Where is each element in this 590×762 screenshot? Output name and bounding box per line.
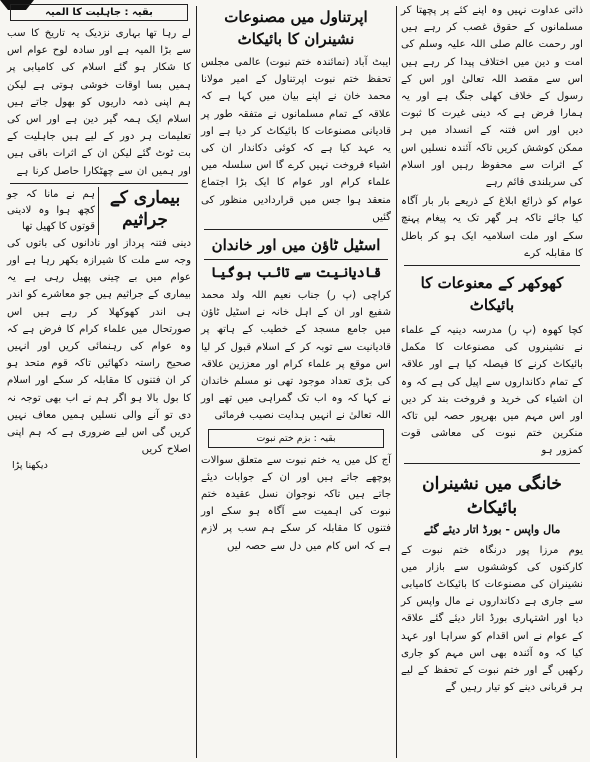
- germs-headline: بیماری کے جراثیم: [109, 187, 181, 230]
- right-article-body: ذاتی عداوت نہیں وہ اپنے کئے پر پچھتا کر مسلمانوں کے حقوق غصب کر رہے ہیں اور رحمت عالم صلی اللہ علیہ وسلم کی امت و دین میں اختلاف پیدا کر رہے ہیں اس سے مقصد اللہ تعالیٰ اور اس کے رسول کے خلاف کھلی جنگ ہے اور یہ ہمارا فرض ہے کہ دینی غیرت کا ثبوت دیں اور اس فتنہ کے انسداد میں ہر ممکن کوشش کریں تاکہ آئندہ نسلیں اس کے اثرات سے محفوظ رہیں اور اسلام کی سربلندی قائم رہے: [401, 5, 583, 189]
- conversion-article-body: کراچی (پ ر) جناب نعیم اللہ ولد محمد شفیع اور ان کے اہل خانہ نے اسٹیل ٹاؤن میں جامع مسجد کے خطیب کے ہاتھ پر قادیانیت سے توبہ کر کے اسلام قبول کر لیا اس موقع پر علماء کرام اور معززین علاقہ کی بڑی تعداد موجود تھی نو مسلم خاندان نے کہا کہ وہ اب تک گمراہی میں تھے اور اللہ تعالیٰ نے انہیں ہدایت نصیب فرمائی: [201, 290, 391, 422]
- steel-town-headline: اسٹیل ٹاؤن میں اور خاندان: [211, 236, 381, 255]
- divider: [10, 183, 188, 184]
- middle-column: [198, 0, 394, 762]
- khanaki-subheadline: مال واپس - بورڈ اتار دیئے گئے: [423, 522, 561, 536]
- divider: [204, 259, 388, 260]
- left-column: [4, 0, 194, 762]
- jahiliyat-article-body: لے رہا تھا بہاری نزدیک یہ تاریخ کا سب سے بڑا المیہ ہے اور سادہ لوح عوام اس کا شکار ہو گئے اسلام کی کامیابی پر ہمیں بسا اوقات خوشی ہوتی ہے لیکن ہم اپنی ذمہ داریوں کو بھول جاتے ہیں اسلام ایک ہمہ گیر دین ہے اور اس کی تعلیمات ہر دور کے لیے ہیں جاہلیت کے بت ٹوٹ گئے لیکن ان کے اثرات باقی ہیں اور ہمیں ان سے چھٹکارا حاصل کرنا ہے: [7, 28, 191, 177]
- column-divider-right: [396, 6, 397, 758]
- divider: [404, 463, 580, 464]
- germs-side-text: ہم نے مانا کہ جو کچھ ہوا وہ لادینی قوتوں کا کھیل تھا: [7, 187, 99, 235]
- right-article-continuation: عوام کو ذرائع ابلاغ کے ذریعے بار بار آگاہ کیا جائے تاکہ ہر گھر تک یہ پیغام پہنچ سکے اور ملت اسلامیہ ایک ہو کر باطل کا مقابلہ کرے: [401, 196, 583, 259]
- upper-tanawal-article-body: ایبٹ آباد (نمائندہ ختم نبوت) عالمی مجلس تحفظ ختم نبوت اپرتناول کے امیر مولانا محمد خان نے اپنے بیان میں کہا ہے کہ علاقہ کے تمام مسلمانوں نے متفقہ طور پر قادیانی مصنوعات کا بائیکاٹ کر دیا ہے اور یہ عہد کیا ہے کہ کوئی دکاندار ان کی اشیاء فروخت نہیں کرے گا اس سلسلہ میں علماء کرام اور عوام کا ایک بڑا اجتماع منعقد ہوا جس میں قراردادیں منظور کی گئیں: [201, 57, 391, 223]
- upper-tanawal-headline: اپرتناول میں مصنوعات نشینران کا بائیکاٹ: [224, 8, 368, 48]
- khanaki-article-body: یوم مرزا پور درنگاہ ختم نبوت کے کارکنوں کی کوششوں سے بازار میں نشینران کی مصنوعات کا بائیکاٹ کامیابی سے جاری ہے دکانداروں نے مال واپس کر دیا اور اشتہاری بورڈ اتار دیئے گئے علاقہ کے عوام نے اس اقدام کو سراہا اور عہد کیا کہ وہ آئندہ بھی اس مہم کو جاری رکھیں گے اور ختم نبوت کے تحفظ کے لیے ہر قربانی دینے کو تیار رہیں گے: [401, 544, 583, 694]
- khanaki-headline: خانگی میں نشینران بائیکاٹ: [422, 473, 562, 518]
- boycott-article-body: کچا کھوہ (پ ر) مدرسہ دینیہ کے علماء نے نشینروں کی مصنوعات کا مکمل بائیکاٹ کرنے کا فیصلہ کیا ہے اور علاقہ کے تمام دکانداروں سے اپیل کی ہے کہ وہ ان اشیاء کی خرید و فروخت بند کر دیں اور اس مہم میں بھرپور حصہ لیں تاکہ منکرین ختم نبوت کی معاشی قوت کمزور ہو: [401, 325, 583, 457]
- germs-article-body: دینی فتنہ پرداز اور نادانوں کی باتوں کی وجہ سے ملت کا شیرازہ بکھر رہا ہے اور عوام میں بے چینی پھیل رہی ہے یہ بیماری کے جراثیم ہیں جو معاشرے کو اندر ہی اندر کھوکھلا کر رہے ہیں اس صورتحال میں علماء کرام کا فرض ہے کہ وہ عوام کی رہنمائی کریں اور انہیں صحیح راستہ دکھائیں تاکہ قوم متحد ہو کر ان فتنوں کا مقابلہ کر سکے اور اسلام کا بول بالا ہو اگر ہم نے اب بھی توجہ نہ دی تو آنے والی نسلیں ہمیں معاف نہیں کریں گی اس لیے ضروری ہے کہ ہم اپنی اصلاح کریں: [7, 237, 191, 456]
- conversion-headline: قادیانیت سے تائب ہوگیا: [210, 265, 382, 282]
- divider: [204, 229, 388, 230]
- divider: [404, 265, 580, 266]
- continued-footnote: دیکھنا پڑا: [12, 460, 48, 472]
- continued-box-jahiliyat: بقیہ : جاہلیت کا المیہ: [10, 4, 188, 21]
- right-column: [398, 0, 586, 762]
- germs-heading-block: [4, 187, 194, 235]
- continued-box-khatm-e-nabuwat: بقیہ : بزم ختم نبوت: [208, 429, 384, 448]
- khatm-e-nabuwat-continued-body: آج کل میں یہ ختم نبوت سے متعلق سوالات پوچھے جاتے ہیں اور ان کے جوابات دیئے جاتے ہیں تاکہ نوجوان نسل عقیدہ ختم نبوت کی اہمیت سے آگاہ ہو سکے اور فتنوں کا مقابلہ کر سکے ہم سب پر لازم ہے کہ اس کام میں دل سے حصہ لیں: [201, 454, 391, 552]
- boycott-headline: کھوکھر کے معنوعات کا بائیکاٹ: [420, 274, 564, 315]
- column-divider-left: [196, 6, 197, 758]
